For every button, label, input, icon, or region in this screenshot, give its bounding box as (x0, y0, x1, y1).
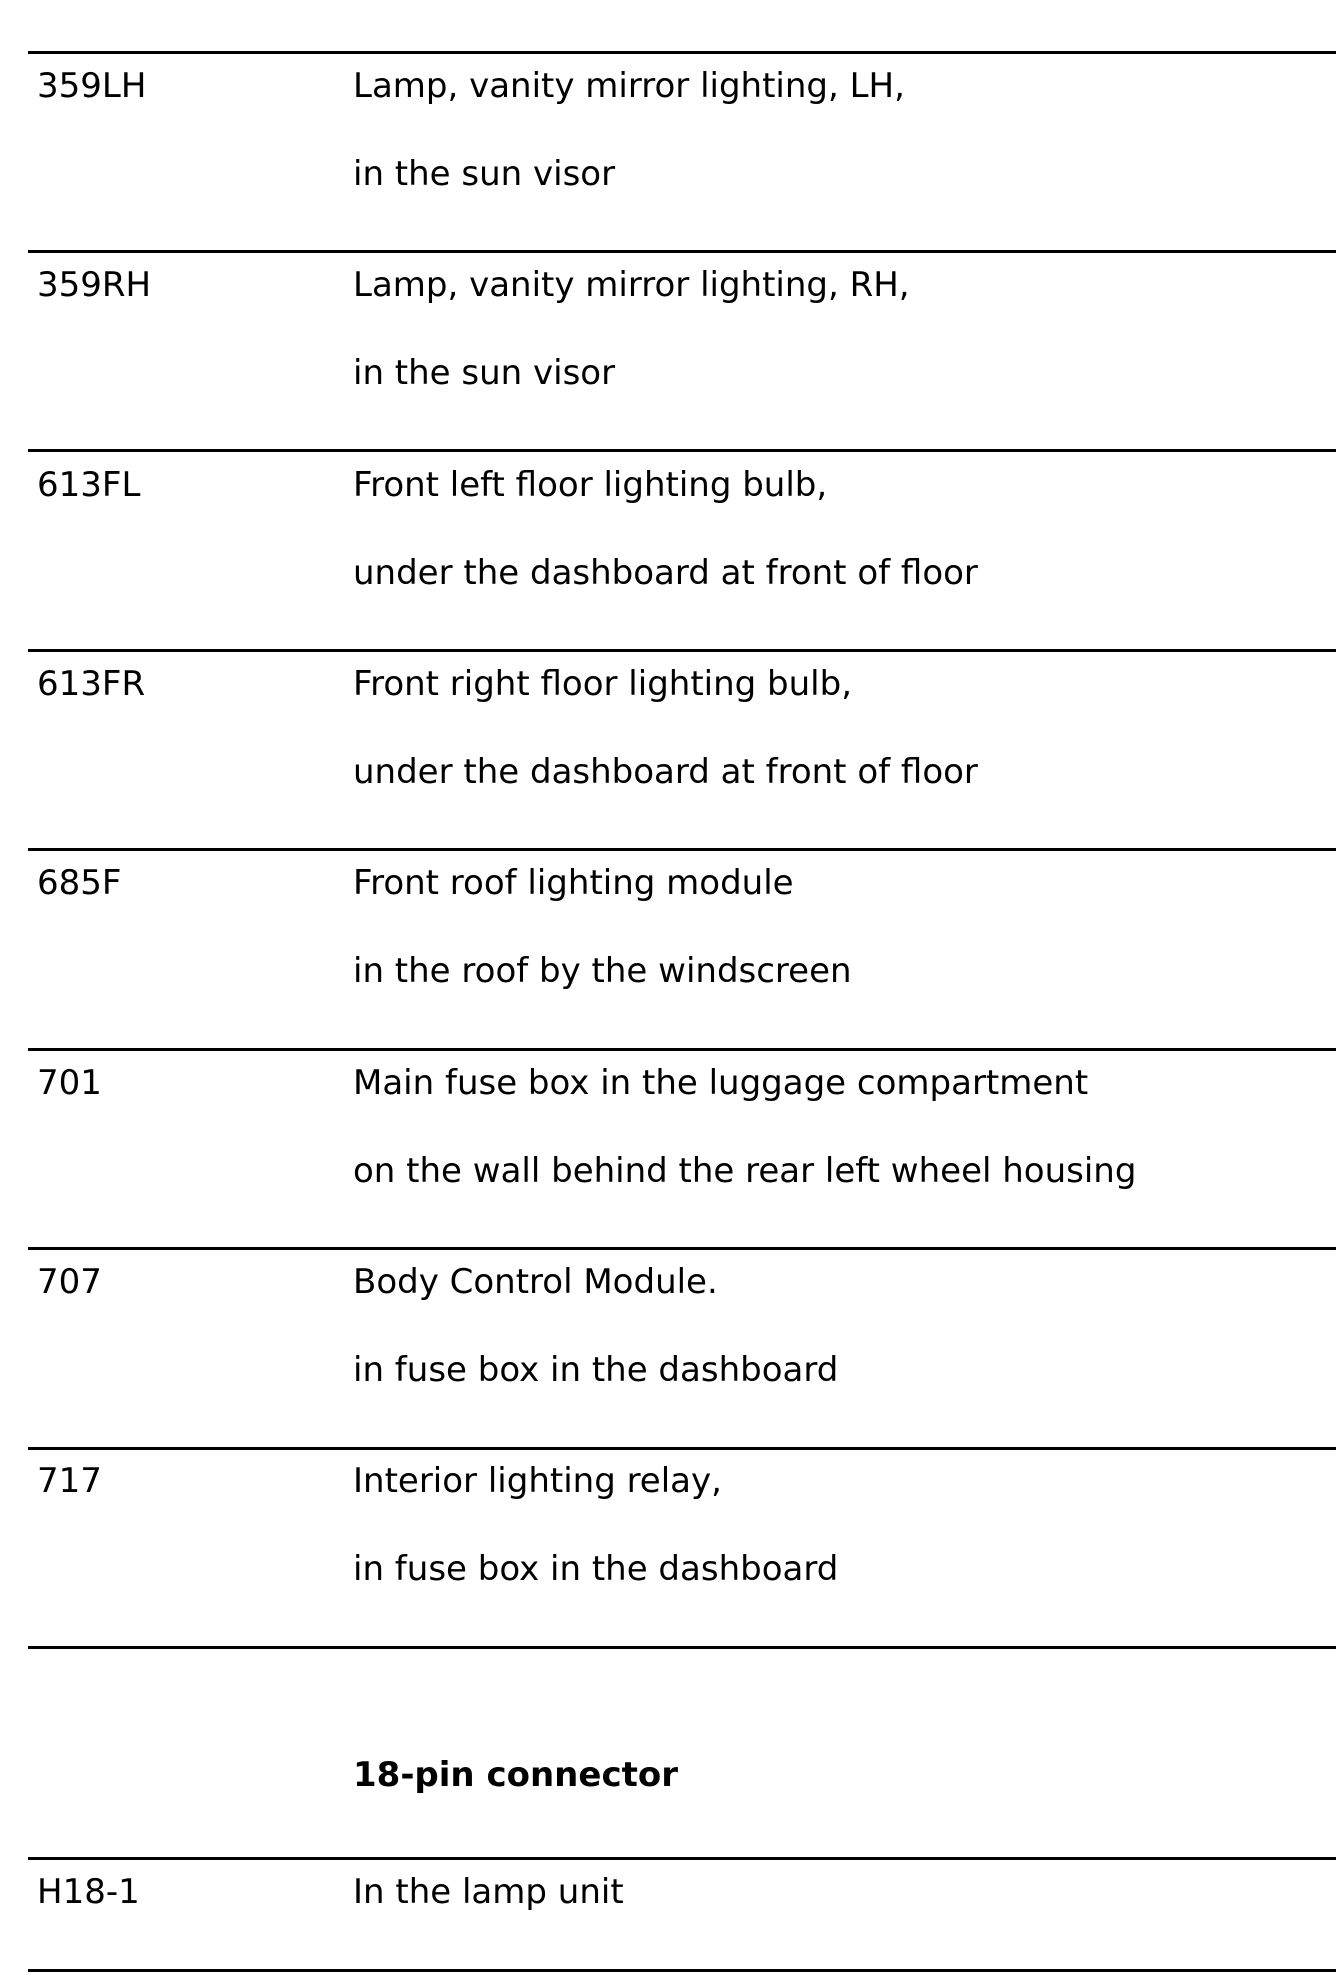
component-location: in fuse box in the dashboard (353, 1549, 839, 1589)
component-location: on the wall behind the rear left wheel housing (353, 1151, 1137, 1191)
component-description: Main fuse box in the luggage compartment (353, 1063, 1089, 1103)
component-location: in the roof by the windscreen (353, 951, 852, 991)
table-rule (28, 1969, 1336, 1972)
component-code: 707 (37, 1262, 102, 1302)
component-description: Body Control Module. (353, 1262, 718, 1302)
component-description: Interior lighting relay, (353, 1461, 722, 1501)
component-location: under the dashboard at front of floor (353, 752, 978, 792)
table-rule (28, 1857, 1336, 1860)
connector-location: In the lamp unit (353, 1872, 624, 1912)
component-code: 359LH (37, 66, 147, 106)
component-description: Front roof lighting module (353, 863, 794, 903)
table-rule (28, 51, 1336, 54)
component-code: 717 (37, 1461, 102, 1501)
table-rule (28, 1447, 1336, 1450)
component-location: under the dashboard at front of floor (353, 553, 978, 593)
table-rule (28, 848, 1336, 851)
component-description: Front right floor lighting bulb, (353, 664, 853, 704)
component-description: Front left floor lighting bulb, (353, 465, 828, 505)
component-location: in fuse box in the dashboard (353, 1350, 839, 1390)
connector-code: H18-1 (37, 1872, 140, 1912)
component-code: 685F (37, 863, 122, 903)
component-code: 613FL (37, 465, 141, 505)
table-rule (28, 250, 1336, 253)
table-rule (28, 1048, 1336, 1051)
component-description: Lamp, vanity mirror lighting, RH, (353, 265, 910, 305)
table-rule (28, 649, 1336, 652)
section-heading: 18-pin connector (353, 1755, 678, 1795)
component-location: in the sun visor (353, 353, 616, 393)
component-code: 701 (37, 1063, 102, 1103)
table-rule (28, 449, 1336, 452)
component-location: in the sun visor (353, 154, 616, 194)
table-rule (28, 1646, 1336, 1649)
table-rule (28, 1247, 1336, 1250)
component-code: 613FR (37, 664, 146, 704)
component-description: Lamp, vanity mirror lighting, LH, (353, 66, 905, 106)
component-code: 359RH (37, 265, 152, 305)
